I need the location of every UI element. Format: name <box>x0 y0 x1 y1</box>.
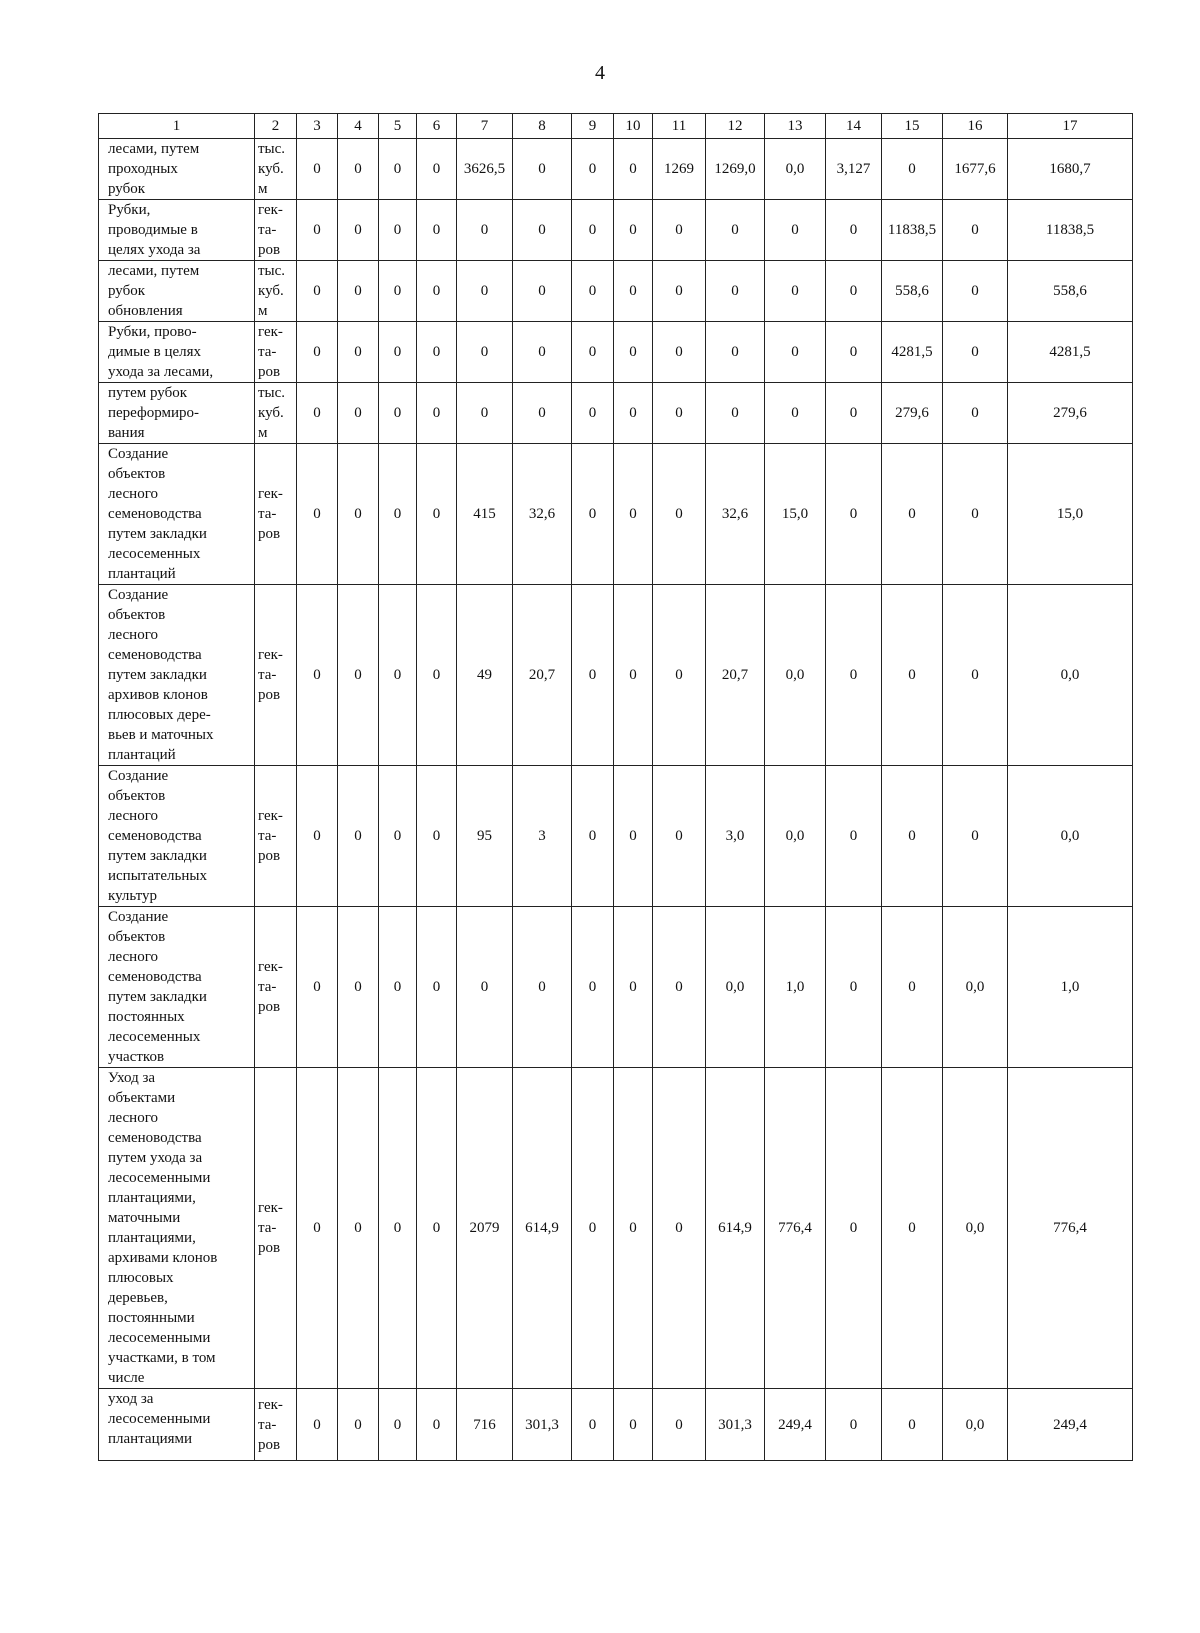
table-row <box>99 261 1133 322</box>
value-cell: 0 <box>826 585 882 766</box>
value-cell: 0 <box>614 444 653 585</box>
unit-cell: гек- та- ров <box>255 1068 297 1389</box>
column-number: 12 <box>706 114 765 139</box>
value-cell: 15,0 <box>765 444 826 585</box>
value-cell: 4281,5 <box>882 322 943 383</box>
value-cell: 0 <box>297 322 338 383</box>
value-cell: 716 <box>457 1389 513 1461</box>
column-number: 1 <box>99 114 255 139</box>
value-cell: 0 <box>417 261 457 322</box>
value-cell: 0 <box>943 585 1008 766</box>
table-row <box>99 766 1133 907</box>
value-cell: 0 <box>297 261 338 322</box>
value-cell: 0 <box>572 585 614 766</box>
value-cell: 0 <box>297 1068 338 1389</box>
column-number: 17 <box>1008 114 1133 139</box>
value-cell: 1680,7 <box>1008 139 1133 200</box>
value-cell: 0 <box>882 585 943 766</box>
value-cell: 0,0 <box>765 139 826 200</box>
value-cell: 0,0 <box>765 585 826 766</box>
value-cell: 0 <box>614 261 653 322</box>
value-cell: 0 <box>765 261 826 322</box>
unit-cell: тыс. куб. м <box>255 383 297 444</box>
value-cell: 0 <box>417 200 457 261</box>
value-cell: 0 <box>943 383 1008 444</box>
unit-cell: гек- та- ров <box>255 585 297 766</box>
value-cell: 0 <box>826 1068 882 1389</box>
value-cell: 0 <box>706 322 765 383</box>
value-cell: 32,6 <box>513 444 572 585</box>
column-number: 5 <box>379 114 417 139</box>
value-cell: 3 <box>513 766 572 907</box>
value-cell: 0 <box>297 766 338 907</box>
column-number: 4 <box>338 114 379 139</box>
value-cell: 0 <box>338 322 379 383</box>
value-cell: 0,0 <box>1008 585 1133 766</box>
value-cell: 0 <box>379 139 417 200</box>
value-cell: 3626,5 <box>457 139 513 200</box>
value-cell: 0 <box>338 139 379 200</box>
value-cell: 0 <box>297 1389 338 1461</box>
value-cell: 0 <box>653 322 706 383</box>
value-cell: 49 <box>457 585 513 766</box>
column-number: 15 <box>882 114 943 139</box>
table-row <box>99 383 1133 444</box>
value-cell: 0 <box>882 1068 943 1389</box>
value-cell: 0 <box>379 1068 417 1389</box>
activity-name-cell: Создание объектов лесного семеноводства путем закладки постоянных лесосеменных участков <box>99 907 255 1068</box>
value-cell: 0 <box>653 444 706 585</box>
value-cell: 1269,0 <box>706 139 765 200</box>
unit-cell: гек- та- ров <box>255 1389 297 1461</box>
value-cell: 0 <box>513 261 572 322</box>
value-cell: 279,6 <box>882 383 943 444</box>
value-cell: 415 <box>457 444 513 585</box>
value-cell: 95 <box>457 766 513 907</box>
value-cell: 0 <box>513 383 572 444</box>
value-cell: 0 <box>572 907 614 1068</box>
value-cell: 0 <box>297 585 338 766</box>
value-cell: 558,6 <box>1008 261 1133 322</box>
value-cell: 249,4 <box>1008 1389 1133 1461</box>
value-cell: 0 <box>765 322 826 383</box>
value-cell: 0 <box>943 766 1008 907</box>
value-cell: 0 <box>826 1389 882 1461</box>
value-cell: 0 <box>338 907 379 1068</box>
value-cell: 11838,5 <box>882 200 943 261</box>
value-cell: 0 <box>706 383 765 444</box>
value-cell: 0 <box>297 139 338 200</box>
value-cell: 20,7 <box>513 585 572 766</box>
value-cell: 0 <box>417 585 457 766</box>
value-cell: 776,4 <box>765 1068 826 1389</box>
value-cell: 0 <box>614 766 653 907</box>
value-cell: 0 <box>338 444 379 585</box>
value-cell: 0 <box>943 200 1008 261</box>
value-cell: 0 <box>614 907 653 1068</box>
value-cell: 0 <box>653 1389 706 1461</box>
value-cell: 0 <box>653 907 706 1068</box>
value-cell: 0 <box>513 322 572 383</box>
value-cell: 0 <box>457 200 513 261</box>
value-cell: 0 <box>826 907 882 1068</box>
value-cell: 0,0 <box>706 907 765 1068</box>
value-cell: 0 <box>513 907 572 1068</box>
value-cell: 0 <box>417 139 457 200</box>
value-cell: 0 <box>765 383 826 444</box>
value-cell: 0 <box>338 261 379 322</box>
value-cell: 32,6 <box>706 444 765 585</box>
value-cell: 0 <box>572 1389 614 1461</box>
activity-name-cell: лесами, путем проходных рубок <box>99 139 255 200</box>
value-cell: 0 <box>706 261 765 322</box>
unit-cell: тыс. куб. м <box>255 261 297 322</box>
value-cell: 0 <box>653 261 706 322</box>
table-row <box>99 200 1133 261</box>
value-cell: 0 <box>882 1389 943 1461</box>
value-cell: 0,0 <box>943 1068 1008 1389</box>
value-cell: 0 <box>513 139 572 200</box>
value-cell: 0 <box>572 261 614 322</box>
value-cell: 0 <box>417 1068 457 1389</box>
table-row <box>99 585 1133 766</box>
value-cell: 0 <box>706 200 765 261</box>
activity-name-cell: Создание объектов лесного семеноводства путем закладки архивов клонов плюсовых дере- вьев и маточных плантаций <box>99 585 255 766</box>
value-cell: 1,0 <box>765 907 826 1068</box>
value-cell: 3,127 <box>826 139 882 200</box>
value-cell: 0,0 <box>943 907 1008 1068</box>
column-number: 9 <box>572 114 614 139</box>
table-row <box>99 1389 1133 1461</box>
value-cell: 0 <box>379 907 417 1068</box>
column-number: 16 <box>943 114 1008 139</box>
value-cell: 2079 <box>457 1068 513 1389</box>
value-cell: 0 <box>338 766 379 907</box>
value-cell: 0 <box>826 444 882 585</box>
value-cell: 4281,5 <box>1008 322 1133 383</box>
value-cell: 0 <box>614 1389 653 1461</box>
value-cell: 20,7 <box>706 585 765 766</box>
value-cell: 0 <box>417 766 457 907</box>
value-cell: 1677,6 <box>943 139 1008 200</box>
value-cell: 0 <box>614 1068 653 1389</box>
table-row <box>99 322 1133 383</box>
value-cell: 0 <box>572 1068 614 1389</box>
unit-cell: тыс. куб. м <box>255 139 297 200</box>
value-cell: 0 <box>379 585 417 766</box>
value-cell: 0 <box>614 200 653 261</box>
value-cell: 0 <box>614 139 653 200</box>
value-cell: 0 <box>379 766 417 907</box>
value-cell: 0 <box>338 383 379 444</box>
value-cell: 0 <box>826 200 882 261</box>
value-cell: 0 <box>417 383 457 444</box>
activity-name-cell: Создание объектов лесного семеноводства путем закладки испытательных культур <box>99 766 255 907</box>
value-cell: 279,6 <box>1008 383 1133 444</box>
activity-name-cell: лесами, путем рубок обновления <box>99 261 255 322</box>
table-row <box>99 139 1133 200</box>
column-number: 3 <box>297 114 338 139</box>
column-number: 7 <box>457 114 513 139</box>
activity-name-cell: Создание объектов лесного семеноводства путем закладки лесосеменных плантаций <box>99 444 255 585</box>
column-number: 8 <box>513 114 572 139</box>
value-cell: 0 <box>653 383 706 444</box>
value-cell: 0 <box>297 907 338 1068</box>
value-cell: 776,4 <box>1008 1068 1133 1389</box>
value-cell: 0 <box>379 1389 417 1461</box>
value-cell: 301,3 <box>513 1389 572 1461</box>
value-cell: 3,0 <box>706 766 765 907</box>
unit-cell: гек- та- ров <box>255 907 297 1068</box>
table-row <box>99 1068 1133 1389</box>
value-cell: 0 <box>943 261 1008 322</box>
value-cell: 0 <box>572 200 614 261</box>
value-cell: 0 <box>882 444 943 585</box>
unit-cell: гек- та- ров <box>255 766 297 907</box>
value-cell: 0 <box>297 200 338 261</box>
value-cell: 0 <box>826 766 882 907</box>
value-cell: 0 <box>338 585 379 766</box>
value-cell: 0 <box>826 261 882 322</box>
value-cell: 0 <box>297 444 338 585</box>
value-cell: 0 <box>614 322 653 383</box>
value-cell: 0 <box>826 322 882 383</box>
column-number: 14 <box>826 114 882 139</box>
data-table <box>98 113 1133 1461</box>
value-cell: 0 <box>338 200 379 261</box>
value-cell: 0,0 <box>943 1389 1008 1461</box>
unit-cell: гек- та- ров <box>255 200 297 261</box>
page-number: 4 <box>595 62 605 84</box>
value-cell: 0 <box>457 907 513 1068</box>
column-number: 6 <box>417 114 457 139</box>
value-cell: 0 <box>882 907 943 1068</box>
value-cell: 614,9 <box>706 1068 765 1389</box>
value-cell: 0 <box>882 766 943 907</box>
activity-name-cell: Уход за объектами лесного семеноводства путем ухода за лесосеменными плантациями, маточными плантациями, архивами клонов плюсовых деревьев, постоянными лесосеменными участками, в том числе <box>99 1068 255 1389</box>
value-cell: 0 <box>457 261 513 322</box>
value-cell: 0 <box>513 200 572 261</box>
unit-cell: гек- та- ров <box>255 322 297 383</box>
activity-name-cell: уход за лесосеменными плантациями <box>99 1389 255 1461</box>
value-cell: 0 <box>417 444 457 585</box>
value-cell: 0 <box>572 444 614 585</box>
column-number: 13 <box>765 114 826 139</box>
value-cell: 15,0 <box>1008 444 1133 585</box>
value-cell: 1,0 <box>1008 907 1133 1068</box>
value-cell: 0 <box>379 322 417 383</box>
activity-name-cell: Рубки, прово- димые в целях ухода за лесами, <box>99 322 255 383</box>
value-cell: 0 <box>614 585 653 766</box>
value-cell: 0 <box>338 1389 379 1461</box>
value-cell: 0 <box>297 383 338 444</box>
value-cell: 558,6 <box>882 261 943 322</box>
value-cell: 0 <box>653 585 706 766</box>
column-number: 11 <box>653 114 706 139</box>
value-cell: 0 <box>457 322 513 383</box>
activity-name-cell: путем рубок переформиро- вания <box>99 383 255 444</box>
table-row <box>99 444 1133 585</box>
value-cell: 0 <box>653 766 706 907</box>
table-row <box>99 907 1133 1068</box>
value-cell: 249,4 <box>765 1389 826 1461</box>
value-cell: 0 <box>572 383 614 444</box>
column-number: 10 <box>614 114 653 139</box>
activity-name-cell: Рубки, проводимые в целях ухода за <box>99 200 255 261</box>
unit-cell: гек- та- ров <box>255 444 297 585</box>
value-cell: 0 <box>653 200 706 261</box>
column-number: 2 <box>255 114 297 139</box>
value-cell: 0 <box>338 1068 379 1389</box>
value-cell: 0 <box>457 383 513 444</box>
value-cell: 0,0 <box>765 766 826 907</box>
value-cell: 0 <box>882 139 943 200</box>
value-cell: 301,3 <box>706 1389 765 1461</box>
value-cell: 614,9 <box>513 1068 572 1389</box>
value-cell: 0 <box>653 1068 706 1389</box>
value-cell: 0 <box>379 383 417 444</box>
value-cell: 0 <box>379 444 417 585</box>
value-cell: 0 <box>379 261 417 322</box>
value-cell: 0 <box>417 1389 457 1461</box>
value-cell: 0 <box>572 766 614 907</box>
value-cell: 0 <box>943 322 1008 383</box>
value-cell: 0 <box>826 383 882 444</box>
value-cell: 0 <box>572 322 614 383</box>
value-cell: 0 <box>614 383 653 444</box>
value-cell: 0,0 <box>1008 766 1133 907</box>
value-cell: 0 <box>943 444 1008 585</box>
value-cell: 1269 <box>653 139 706 200</box>
value-cell: 0 <box>417 907 457 1068</box>
header-row <box>99 114 1133 139</box>
value-cell: 0 <box>417 322 457 383</box>
value-cell: 11838,5 <box>1008 200 1133 261</box>
value-cell: 0 <box>765 200 826 261</box>
value-cell: 0 <box>572 139 614 200</box>
value-cell: 0 <box>379 200 417 261</box>
